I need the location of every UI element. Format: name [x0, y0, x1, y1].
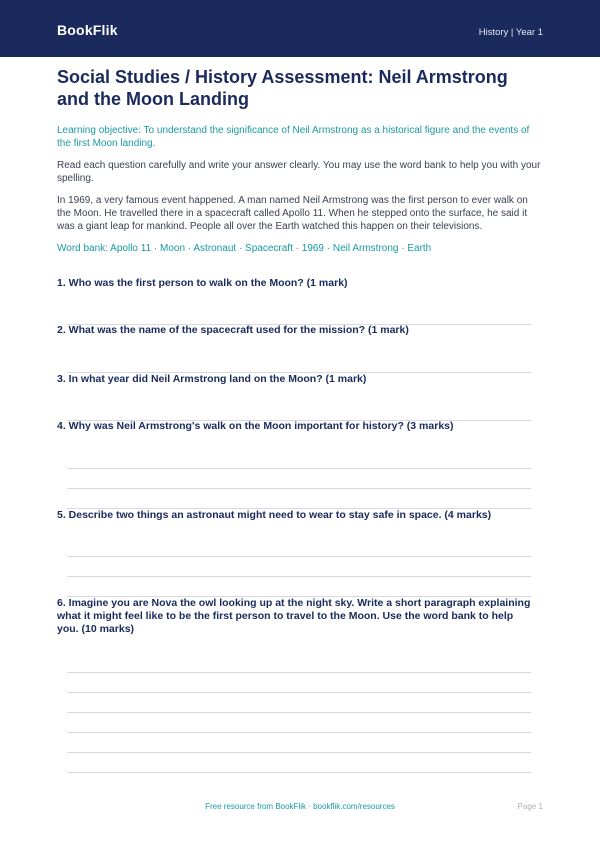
question-text: 4. Why was Neil Armstrong's walk on the Moon important for history? (3 marks) [57, 420, 454, 432]
reading-passage: In 1969, a very famous event happened. A man named Neil Armstrong was the first person to ever walk on the Moon. He travelled there in a spacecraft called Apollo 11. When he stepped onto the surface, he said it was a giant leap for mankind. People all over the Earth watched this happen on their televisions. [57, 195, 528, 232]
answer-line[interactable] [67, 752, 531, 753]
question-text: 5. Describe two things an astronaut might need to wear to stay safe in space. (4 marks) [57, 509, 492, 521]
word-bank: Word bank: Apollo 11 · Moon · Astronaut · Spacecraft · 1969 · Neil Armstrong · Earth [57, 243, 432, 254]
question-4 [57, 420, 537, 433]
page-title: Social Studies / History Assessment: Neil Armstrong and the Moon Landing [57, 67, 508, 109]
question-1 [57, 277, 537, 290]
question-6 [57, 597, 537, 636]
learning-objective: Learning objective: To understand the significance of Neil Armstrong as a historical figure and the events of the first Moon landing. [57, 125, 530, 149]
question-text: 6. Imagine you are Nova the owl looking up at the night sky. Write a short paragraph explaining what it might feel like to be the first person to travel to the Moon. Use the word bank to help you. (10 marks) [57, 597, 531, 635]
answer-line[interactable] [67, 672, 531, 673]
question-text: 1. Who was the first person to walk on the Moon? (1 mark) [57, 277, 348, 289]
page-header [0, 0, 600, 57]
question-5 [57, 509, 537, 522]
answer-line[interactable] [67, 732, 531, 733]
document-body [57, 66, 543, 255]
answer-line[interactable] [67, 556, 531, 557]
instructions-text: Read each question carefully and write your answer clearly. You may use the word bank to help you with your spelling. [57, 160, 541, 184]
answer-line[interactable] [67, 488, 531, 489]
answer-line[interactable] [67, 692, 531, 693]
question-3 [57, 373, 537, 386]
question-2 [57, 324, 537, 337]
footer-resource-link[interactable]: Free resource from BookFlik · bookflik.com/resources [205, 802, 395, 811]
answer-line[interactable] [67, 468, 531, 469]
answer-line[interactable] [67, 712, 531, 713]
question-text: 3. In what year did Neil Armstrong land on the Moon? (1 mark) [57, 373, 367, 385]
brand-logo: BookFlik [57, 22, 118, 38]
question-text: 2. What was the name of the spacecraft used for the mission? (1 mark) [57, 324, 409, 336]
page-number: Page 1 [517, 802, 543, 811]
subject-year-label: History | Year 1 [478, 27, 543, 38]
answer-line[interactable] [67, 772, 531, 773]
answer-line[interactable] [67, 576, 531, 577]
